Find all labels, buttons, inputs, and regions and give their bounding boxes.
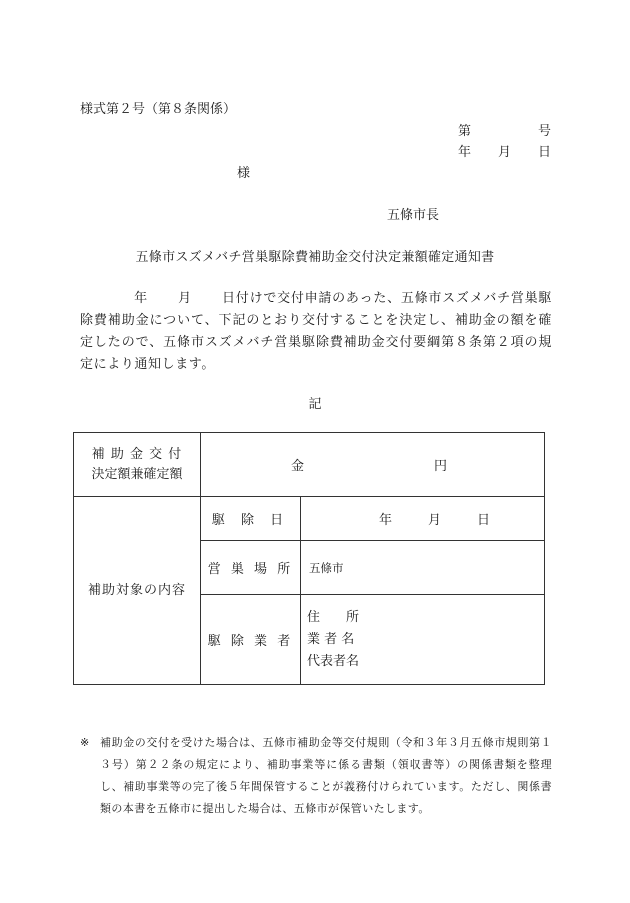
document-number-suffix: 号 xyxy=(537,124,551,139)
note-mark: ※ xyxy=(80,736,90,749)
body-month: 月 xyxy=(177,291,192,306)
removal-date-year: 年 xyxy=(378,513,392,528)
contractor-address-label: 住 所 xyxy=(307,609,360,625)
issue-date-month: 月 xyxy=(497,145,511,160)
addressee: 様 xyxy=(237,166,251,181)
amount-value-cell xyxy=(201,433,545,497)
issue-date-year: 年 xyxy=(458,145,472,160)
removal-date-value xyxy=(301,497,545,541)
subject-label-cell xyxy=(74,497,201,685)
subsidy-table xyxy=(73,432,545,685)
subject-label: 補助対象の内容 xyxy=(87,582,186,598)
note-text: 補助金の交付を受けた場合は、五條市補助金等交付規則（令和３年３月五條市規則第１３号）第２２条の規定により、補助事業等に係る書類（領収書等）の関係書類を整理し、補助事業等の完了後５年間保管することが義務付けられています。ただし、関係書類の本書を五條市に提出した場合は、五條市が保管いたします。 xyxy=(100,736,552,815)
nest-location-label: 営 巣 場 所 xyxy=(201,541,301,595)
footnote xyxy=(80,732,552,820)
issue-date-line xyxy=(458,141,551,160)
form-number: 様式第２号（第８条関係） xyxy=(80,102,237,117)
body-paragraph xyxy=(80,288,552,376)
issuer: 五條市長 xyxy=(387,208,440,223)
body-text: 日付けで交付申請のあった、五條市スズメバチ営巣駆除費補助金について、下記のとおり交付することを決定し、補助金の額を確定したので、五條市スズメバチ営巣駆除費補助金交付要綱第８条第２項の規定により通知します。 xyxy=(80,291,552,372)
document-number-line xyxy=(458,120,551,139)
contractor-name-label: 業 者 名 xyxy=(307,631,355,647)
amount-row xyxy=(74,433,545,497)
amount-label-line2: 決定額兼確定額 xyxy=(91,466,183,482)
amount-prefix: 金 xyxy=(291,459,305,474)
removal-date-day: 日 xyxy=(476,513,490,528)
removal-date-row xyxy=(74,497,545,541)
ki-heading: 記 xyxy=(308,397,322,412)
nest-location-value: 五條市 xyxy=(309,560,344,575)
amount-suffix: 円 xyxy=(433,459,447,474)
amount-label-line1: 補 助 金 交 付 xyxy=(91,446,183,462)
removal-date-label: 駆 除 日 xyxy=(201,497,301,541)
body-year: 年 xyxy=(134,291,148,306)
amount-label-cell xyxy=(74,433,201,497)
document-number-prefix: 第 xyxy=(458,124,472,139)
issue-date-day: 日 xyxy=(537,145,551,160)
contractor-label: 駆 除 業 者 xyxy=(201,595,301,685)
removal-date-month: 月 xyxy=(427,513,441,528)
document-title: 五條市スズメバチ営巣駆除費補助金交付決定兼額確定通知書 xyxy=(135,250,495,265)
contractor-representative-label: 代表者名 xyxy=(307,653,360,669)
nest-location-value-cell xyxy=(301,541,545,595)
contractor-value-cell xyxy=(301,595,545,685)
